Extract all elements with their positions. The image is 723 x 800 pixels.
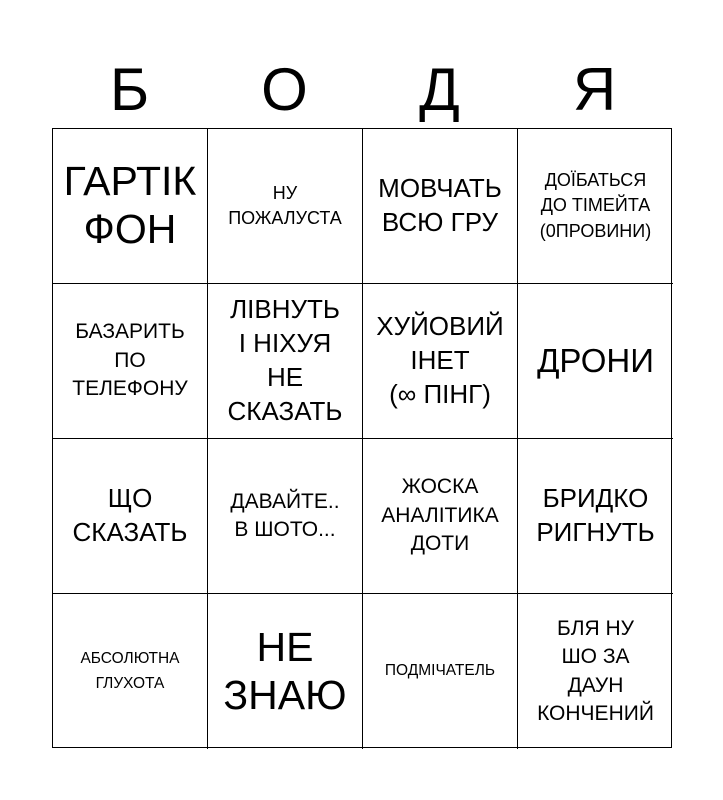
bingo-cell-r4c4[interactable] [518,594,673,749]
bingo-cell-r2c3[interactable] [363,284,518,439]
cell-text: ДРОНИ [537,342,654,380]
bingo-cell-r4c2[interactable] [208,594,363,749]
cell-text: НЕ ЗНАЮ [223,623,347,718]
bingo-cell-r1c2[interactable] [208,129,363,284]
cell-text: АБСОЛЮТНА ГЛУХОТА [80,650,180,692]
bingo-board [52,128,672,748]
cell-text: МОВЧАТЬ ВСЮ ГРУ [378,173,502,237]
cell-text: ЖОСКА АНАЛІТИКА ДОТИ [381,475,499,556]
cell-text: БРИДКО РИГНУТЬ [536,483,655,547]
bingo-header [52,52,672,128]
bingo-cell-r1c3[interactable] [363,129,518,284]
cell-text: ДОЇБАТЬСЯ ДО ТІМЕЙТА (0ПРОВИНИ) [539,170,652,241]
header-letter-2: О [261,56,308,123]
cell-text: БЛЯ НУ ШО ЗА ДАУН КОНЧЕНИЙ [537,616,654,725]
header-letter-1: Б [109,56,150,123]
cell-text: ЩО СКАЗАТЬ [72,483,188,547]
bingo-cell-r2c1[interactable] [53,284,208,439]
cell-text: НУ ПОЖАЛУСТА [228,182,342,228]
cell-text: ГАРТІК ФОН [63,158,197,252]
cell-text: ДАВАЙТЕ.. В ШОТО... [230,489,340,541]
bingo-cell-r3c2[interactable] [208,439,363,594]
bingo-cell-r3c1[interactable] [53,439,208,594]
bingo-cell-r2c2[interactable] [208,284,363,439]
bingo-cell-r2c4[interactable] [518,284,673,439]
bingo-cell-r3c3[interactable] [363,439,518,594]
cell-text: ПОДМІЧАТЕЛЬ [384,662,496,680]
cell-text: БАЗАРИТЬ ПО ТЕЛЕФОНУ [72,320,188,401]
header-letter-4: Я [572,56,617,123]
bingo-cell-r1c4[interactable] [518,129,673,284]
bingo-cell-r4c1[interactable] [53,594,208,749]
bingo-cell-r1c1[interactable] [53,129,208,284]
cell-text: ХУЙОВИЙ ІНЕТ (∞ ПІНГ) [376,311,504,409]
bingo-cell-r3c4[interactable] [518,439,673,594]
header-letter-3: Д [419,56,460,123]
bingo-cell-r4c3[interactable] [363,594,518,749]
cell-text: ЛІВНУТЬ І НІХУЯ НЕ СКАЗАТЬ [227,294,343,426]
